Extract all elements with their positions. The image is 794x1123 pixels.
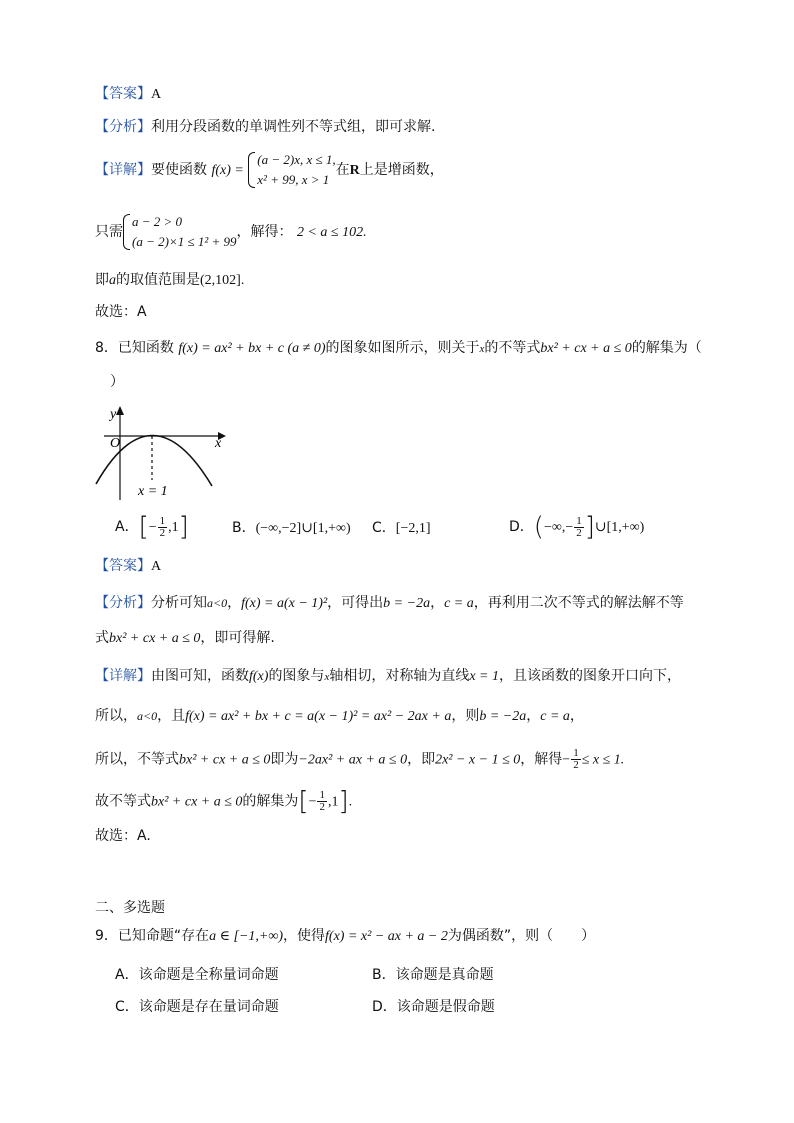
q8-detail-line-3: 所以，不等式bx² + cx + a ≤ 0即为−2ax² + ax + a ≤ 0，即2x² − x − 1 ≤ 0，解得− $\frac{1}{2}$ ≤ x ≤ 1. (95, 747, 625, 771)
q8-stem-line (95, 338, 702, 359)
option-a-label: A． (115, 519, 139, 535)
stem-function: f(x) = ax² + bx + c (a ≠ 0) (178, 341, 326, 356)
piecewise-system (248, 150, 335, 190)
detail-math: x (324, 671, 330, 683)
answer-tag: 【答案】 (95, 558, 151, 574)
detail-math: 2x² − x − 1 ≤ 0 (435, 752, 521, 768)
q9-stem-line (95, 926, 595, 947)
range-text: 的取值范围是 (116, 272, 200, 288)
var-a: a (109, 273, 116, 288)
analysis-text: ，再利用二次不等式的解法解不等 (473, 595, 684, 611)
choose-text: 故选：A (95, 304, 147, 320)
analysis-math: a<0 (207, 596, 228, 610)
fraction-den: 2 (573, 759, 579, 771)
detail-text: ，且 (157, 708, 186, 724)
option-d-tail: ∪[1,+∞) (594, 520, 645, 535)
q9-option-d[interactable]: D．该命题是假命题 (372, 999, 495, 1015)
q8-detail-line-4: 故不等式bx² + cx + a ≤ 0的解集为[− $\frac{1}{2}$ ,1]. (95, 786, 353, 817)
analysis-text: ，可得出 (327, 595, 384, 611)
detail-text: 所以， (95, 708, 137, 724)
stem-inequality: bx² + cx + a ≤ 0 (540, 341, 632, 356)
detail-math: ,1 (327, 794, 339, 810)
q8-stem-line-2 (110, 372, 124, 392)
detail-text: 的图象与 (268, 668, 325, 684)
fig-origin-label: O (110, 436, 121, 451)
analysis-tag: 【分析】 (95, 595, 151, 611)
detail-math: ≤ x ≤ 1. (581, 752, 625, 768)
detail-text: 由图可知，函数 (151, 668, 249, 684)
detail-text: ，则 (451, 708, 480, 724)
fraction (317, 790, 327, 813)
detail-math: f(x) (249, 669, 269, 684)
detail-math: −2ax² + ax + a ≤ 0 (298, 752, 408, 768)
fraction-num: 1 (159, 514, 166, 527)
fraction-den: 2 (159, 526, 166, 539)
q9-option-a[interactable]: A．该命题是全称量词命题 (115, 967, 279, 983)
condition-1: a − 2 > 0 (132, 214, 183, 229)
detail-math: x = 1 (469, 669, 499, 684)
detail-text: 上是增函数， (359, 162, 444, 178)
fraction-den: 2 (319, 801, 325, 813)
fraction-den: 2 (576, 526, 582, 539)
q7-detail-line (95, 150, 444, 191)
fraction (571, 748, 581, 771)
q9-option-c[interactable]: C．该命题是存在量词命题 (115, 999, 279, 1015)
stem-math: a ∈ [−1,+∞) (209, 929, 284, 944)
detail-tag: 【详解】 (95, 162, 151, 178)
option-c-value: [−2,1] (395, 521, 431, 536)
q8-answer-line (95, 556, 161, 577)
analysis-math: b = −2a (383, 596, 431, 611)
analysis-text: 式 (95, 630, 109, 646)
detail-math: f(x) = ax² + bx + c = a(x − 1)² = ax² − 2ax + a (185, 709, 452, 724)
condition-system (123, 212, 237, 252)
option-b-value: (−∞,−2]∪[1,+∞) (255, 521, 351, 536)
need-text: ，解得： (236, 224, 293, 240)
detail-math: a<0 (137, 709, 158, 723)
option-c-label: C． (372, 520, 396, 536)
q7-range-line (95, 270, 244, 291)
fig-y-label: y (110, 407, 117, 422)
analysis-tag: 【分析】 (95, 119, 151, 135)
stem-text: 为偶函数”，则（ ） (447, 928, 596, 944)
detail-math: c = a (540, 709, 570, 724)
q7-choose-line (95, 302, 147, 322)
option-b[interactable] (232, 517, 351, 537)
stem-math: f(x) = x² − ax + a − 2 (325, 929, 448, 944)
q9-option-b[interactable]: B．该命题是真命题 (372, 967, 494, 983)
detail-text: 在 (335, 162, 350, 178)
parabola-figure (90, 400, 240, 500)
stem-text: ，使得 (283, 928, 326, 944)
q8-analysis-line-1: 【分析】分析可知a<0，f(x) = a(x − 1)²，可得出b = −2a，c = a，再利用二次不等式的解法解不等 (95, 595, 684, 611)
detail-text: ，且该函数的图象开口向下， (499, 668, 681, 684)
fraction-num: 1 (576, 514, 582, 527)
stem-text: 的解集为（ (631, 340, 702, 356)
detail-math: bx² + cx + a ≤ 0 (151, 794, 243, 810)
section-title (95, 898, 165, 918)
piecewise-case-2: x² + 99, x > 1 (257, 172, 330, 187)
q8-choose-line (95, 826, 151, 846)
section-title-text: 二、多选题 (95, 900, 165, 916)
option-d[interactable]: D．(−∞,− $\frac{1}{2}$ ]∪[1,+∞) (509, 512, 645, 542)
detail-math: b = −2a (479, 709, 527, 724)
option-c[interactable] (372, 517, 431, 537)
y-axis-arrow (116, 406, 124, 415)
fraction (574, 516, 584, 539)
detail-text: ，即 (407, 751, 436, 768)
range-value: (2,102]. (200, 273, 245, 288)
need-text: 只需 (95, 224, 123, 240)
detail-tag: 【详解】 (95, 668, 151, 684)
analysis-math: f(x) = a(x − 1)² (241, 596, 328, 611)
q8-detail-line-1 (95, 666, 681, 687)
range-text: 即 (95, 272, 109, 288)
set-R: R (349, 163, 360, 178)
function-f: f(x) = (211, 163, 244, 178)
stem-text: ） (110, 374, 124, 390)
analysis-text: 利用分段函数的单调性列不等式组，即可求解. (151, 119, 436, 135)
detail-text: 所以，不等式 (95, 751, 179, 768)
stem-text: 9．已知命题“存在 (95, 928, 210, 944)
option-a-tail: ,1 (168, 520, 179, 535)
q7-analysis-line (95, 117, 435, 137)
analysis-text: 分析可知 (151, 595, 207, 611)
analysis-text: ，即可得解. (200, 630, 275, 646)
choose-text: 故选：A. (95, 828, 151, 844)
answer-tag: 【答案】 (95, 86, 151, 102)
option-d-head: −∞,− (543, 520, 574, 535)
analysis-math: c = a (444, 596, 474, 611)
detail-text: 轴相切，对称轴为直线 (329, 668, 470, 684)
var-x: x (479, 343, 485, 355)
fraction-num: 1 (319, 789, 325, 801)
fraction-num: 1 (573, 747, 579, 759)
q7-answer-line (95, 84, 161, 105)
fig-line-label: x = 1 (138, 484, 168, 499)
fig-x-label: x (215, 436, 222, 451)
stem-text: 的图象如图所示，则关于 (325, 340, 480, 356)
analysis-text: ， (227, 595, 242, 611)
fraction (158, 516, 168, 539)
detail-text: 要使函数 (151, 162, 207, 178)
answer-value: A (151, 87, 162, 102)
detail-text: 的解集为 (242, 793, 299, 810)
stem-text: 8．已知函数 (95, 340, 174, 356)
q8-detail-line-2: 所以，a<0，且f(x) = ax² + bx + c = a(x − 1)² = ax² − 2ax + a，则b = −2a，c = a， (95, 708, 584, 724)
analysis-math: bx² + cx + a ≤ 0 (109, 631, 201, 646)
q7-need-line (95, 212, 367, 253)
detail-text: 即为 (270, 751, 299, 768)
piecewise-case-1: (a − 2)x, x ≤ 1, (257, 152, 336, 167)
stem-text: 的不等式 (484, 340, 541, 356)
detail-math: bx² + cx + a ≤ 0 (179, 752, 271, 768)
answer-value: A (151, 559, 162, 574)
q8-analysis-line-2 (95, 628, 275, 649)
detail-text: ，解得 (520, 751, 563, 768)
option-b-label: B． (232, 520, 256, 536)
option-d-label: D． (509, 519, 534, 535)
detail-text: 故不等式 (95, 793, 151, 810)
condition-2: (a − 2)×1 ≤ 1² + 99 (132, 234, 237, 249)
option-a[interactable]: A．[− $\frac{1}{2}$ ,1] (115, 512, 189, 542)
solution: 2 < a ≤ 102. (296, 225, 367, 240)
